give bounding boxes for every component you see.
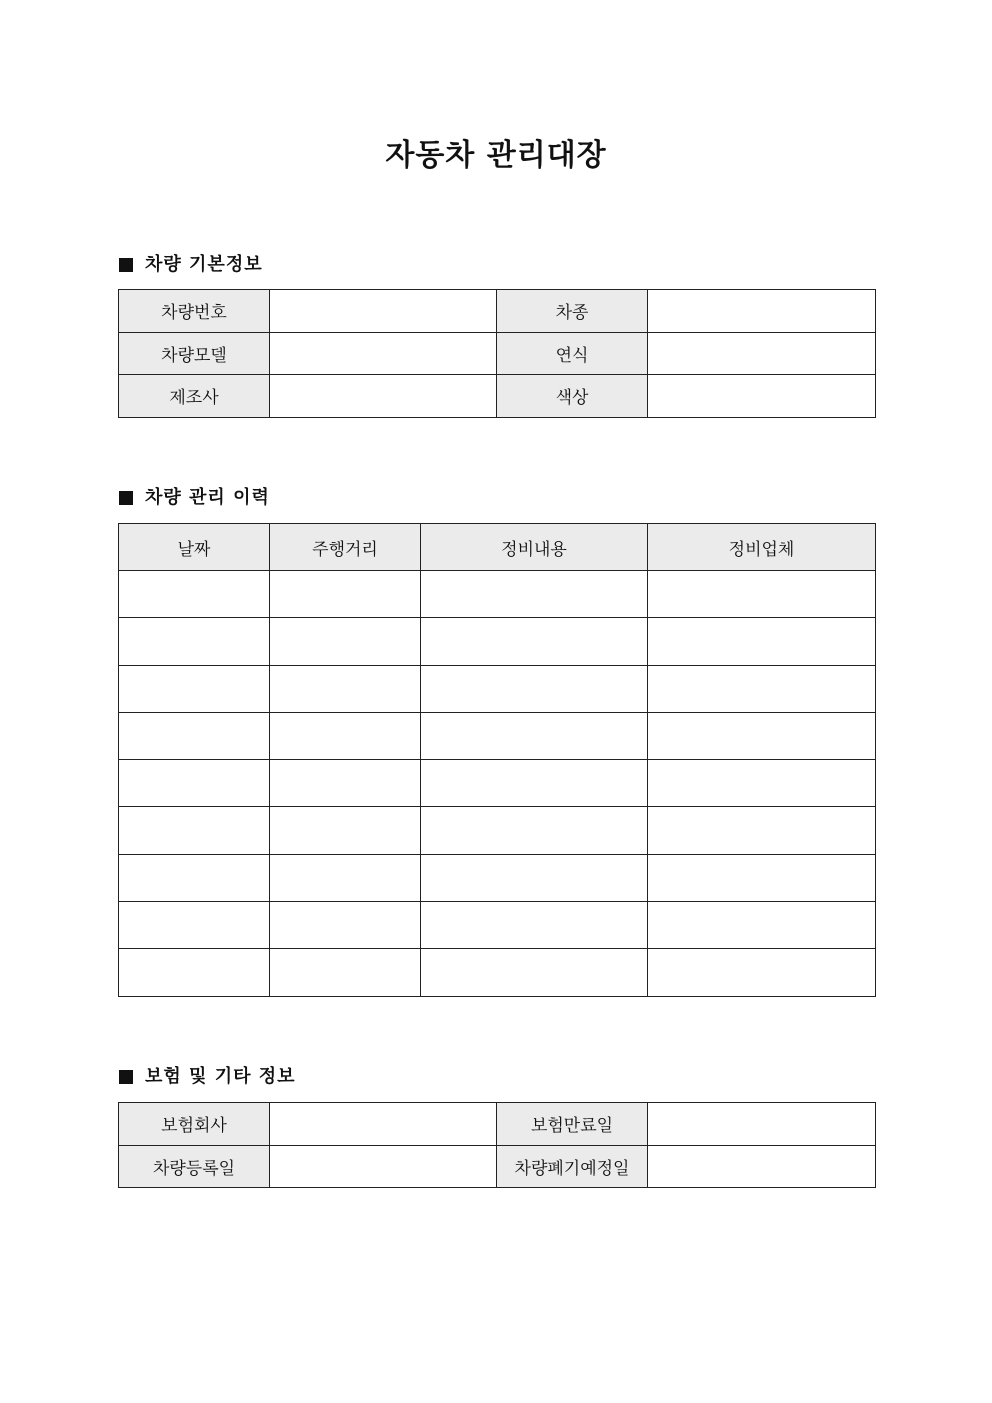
table-row bbox=[119, 807, 876, 854]
color-label: 색상 bbox=[497, 375, 648, 418]
service-details-cell[interactable] bbox=[421, 712, 648, 759]
date-cell[interactable] bbox=[119, 571, 270, 618]
insurance-heading-text: 보험 및 기타 정보 bbox=[145, 1066, 296, 1087]
document-title: 자동차 관리대장 bbox=[385, 138, 607, 173]
vehicle-number-field[interactable] bbox=[270, 290, 497, 333]
maintenance-history-table bbox=[118, 523, 876, 997]
column-header-service-details: 정비내용 bbox=[421, 524, 648, 571]
mileage-cell[interactable] bbox=[270, 618, 421, 665]
service-shop-cell[interactable] bbox=[648, 902, 876, 949]
service-details-cell[interactable] bbox=[421, 949, 648, 996]
registration-date-field[interactable] bbox=[270, 1145, 497, 1188]
table-header-row bbox=[119, 524, 876, 571]
service-shop-cell[interactable] bbox=[648, 665, 876, 712]
table-row bbox=[119, 854, 876, 901]
service-shop-cell[interactable] bbox=[648, 712, 876, 759]
registration-date-label: 차량등록일 bbox=[119, 1145, 270, 1188]
service-shop-cell[interactable] bbox=[648, 854, 876, 901]
date-cell[interactable] bbox=[119, 807, 270, 854]
date-cell[interactable] bbox=[119, 854, 270, 901]
model-year-label: 연식 bbox=[497, 332, 648, 375]
table-row bbox=[119, 290, 876, 333]
table-row bbox=[119, 902, 876, 949]
service-details-cell[interactable] bbox=[421, 571, 648, 618]
basic-info-heading bbox=[119, 252, 263, 278]
service-details-cell[interactable] bbox=[421, 902, 648, 949]
table-row bbox=[119, 949, 876, 996]
service-shop-cell[interactable] bbox=[648, 760, 876, 807]
table-row bbox=[119, 712, 876, 759]
vehicle-model-field[interactable] bbox=[270, 332, 497, 375]
vehicle-model-label: 차량모델 bbox=[119, 332, 270, 375]
date-cell[interactable] bbox=[119, 902, 270, 949]
service-details-cell[interactable] bbox=[421, 618, 648, 665]
table-row bbox=[119, 332, 876, 375]
column-header-mileage: 주행거리 bbox=[270, 524, 421, 571]
service-details-cell[interactable] bbox=[421, 760, 648, 807]
table-row bbox=[119, 1103, 876, 1146]
date-cell[interactable] bbox=[119, 618, 270, 665]
mileage-cell[interactable] bbox=[270, 949, 421, 996]
insurance-expiry-field[interactable] bbox=[648, 1103, 876, 1146]
service-details-cell[interactable] bbox=[421, 665, 648, 712]
table-row bbox=[119, 760, 876, 807]
scrap-date-label: 차량폐기예정일 bbox=[497, 1145, 648, 1188]
service-details-cell[interactable] bbox=[421, 807, 648, 854]
service-details-cell[interactable] bbox=[421, 854, 648, 901]
mileage-cell[interactable] bbox=[270, 902, 421, 949]
square-bullet-icon bbox=[119, 491, 133, 505]
vehicle-number-label: 차량번호 bbox=[119, 290, 270, 333]
column-header-date: 날짜 bbox=[119, 524, 270, 571]
square-bullet-icon bbox=[119, 1070, 133, 1084]
manufacturer-field[interactable] bbox=[270, 375, 497, 418]
mileage-cell[interactable] bbox=[270, 854, 421, 901]
square-bullet-icon bbox=[119, 258, 133, 272]
basic-info-table bbox=[118, 289, 876, 418]
date-cell[interactable] bbox=[119, 665, 270, 712]
insurance-expiry-label: 보험만료일 bbox=[497, 1103, 648, 1146]
table-row bbox=[119, 571, 876, 618]
table-row bbox=[119, 618, 876, 665]
scrap-date-field[interactable] bbox=[648, 1145, 876, 1188]
model-year-field[interactable] bbox=[648, 332, 876, 375]
mileage-cell[interactable] bbox=[270, 665, 421, 712]
basic-info-heading-text: 차량 기본정보 bbox=[145, 254, 263, 275]
manufacturer-label: 제조사 bbox=[119, 375, 270, 418]
mileage-cell[interactable] bbox=[270, 807, 421, 854]
service-shop-cell[interactable] bbox=[648, 949, 876, 996]
vehicle-type-label: 차종 bbox=[497, 290, 648, 333]
date-cell[interactable] bbox=[119, 760, 270, 807]
table-row bbox=[119, 375, 876, 418]
history-heading bbox=[119, 485, 270, 511]
date-cell[interactable] bbox=[119, 949, 270, 996]
vehicle-type-field[interactable] bbox=[648, 290, 876, 333]
date-cell[interactable] bbox=[119, 712, 270, 759]
color-field[interactable] bbox=[648, 375, 876, 418]
table-row bbox=[119, 665, 876, 712]
insurance-company-field[interactable] bbox=[270, 1103, 497, 1146]
service-shop-cell[interactable] bbox=[648, 618, 876, 665]
insurance-company-label: 보험회사 bbox=[119, 1103, 270, 1146]
service-shop-cell[interactable] bbox=[648, 571, 876, 618]
table-row bbox=[119, 1145, 876, 1188]
service-shop-cell[interactable] bbox=[648, 807, 876, 854]
history-heading-text: 차량 관리 이력 bbox=[145, 487, 270, 508]
mileage-cell[interactable] bbox=[270, 571, 421, 618]
column-header-service-shop: 정비업체 bbox=[648, 524, 876, 571]
mileage-cell[interactable] bbox=[270, 760, 421, 807]
mileage-cell[interactable] bbox=[270, 712, 421, 759]
insurance-info-table bbox=[118, 1102, 876, 1188]
insurance-heading bbox=[119, 1064, 296, 1090]
